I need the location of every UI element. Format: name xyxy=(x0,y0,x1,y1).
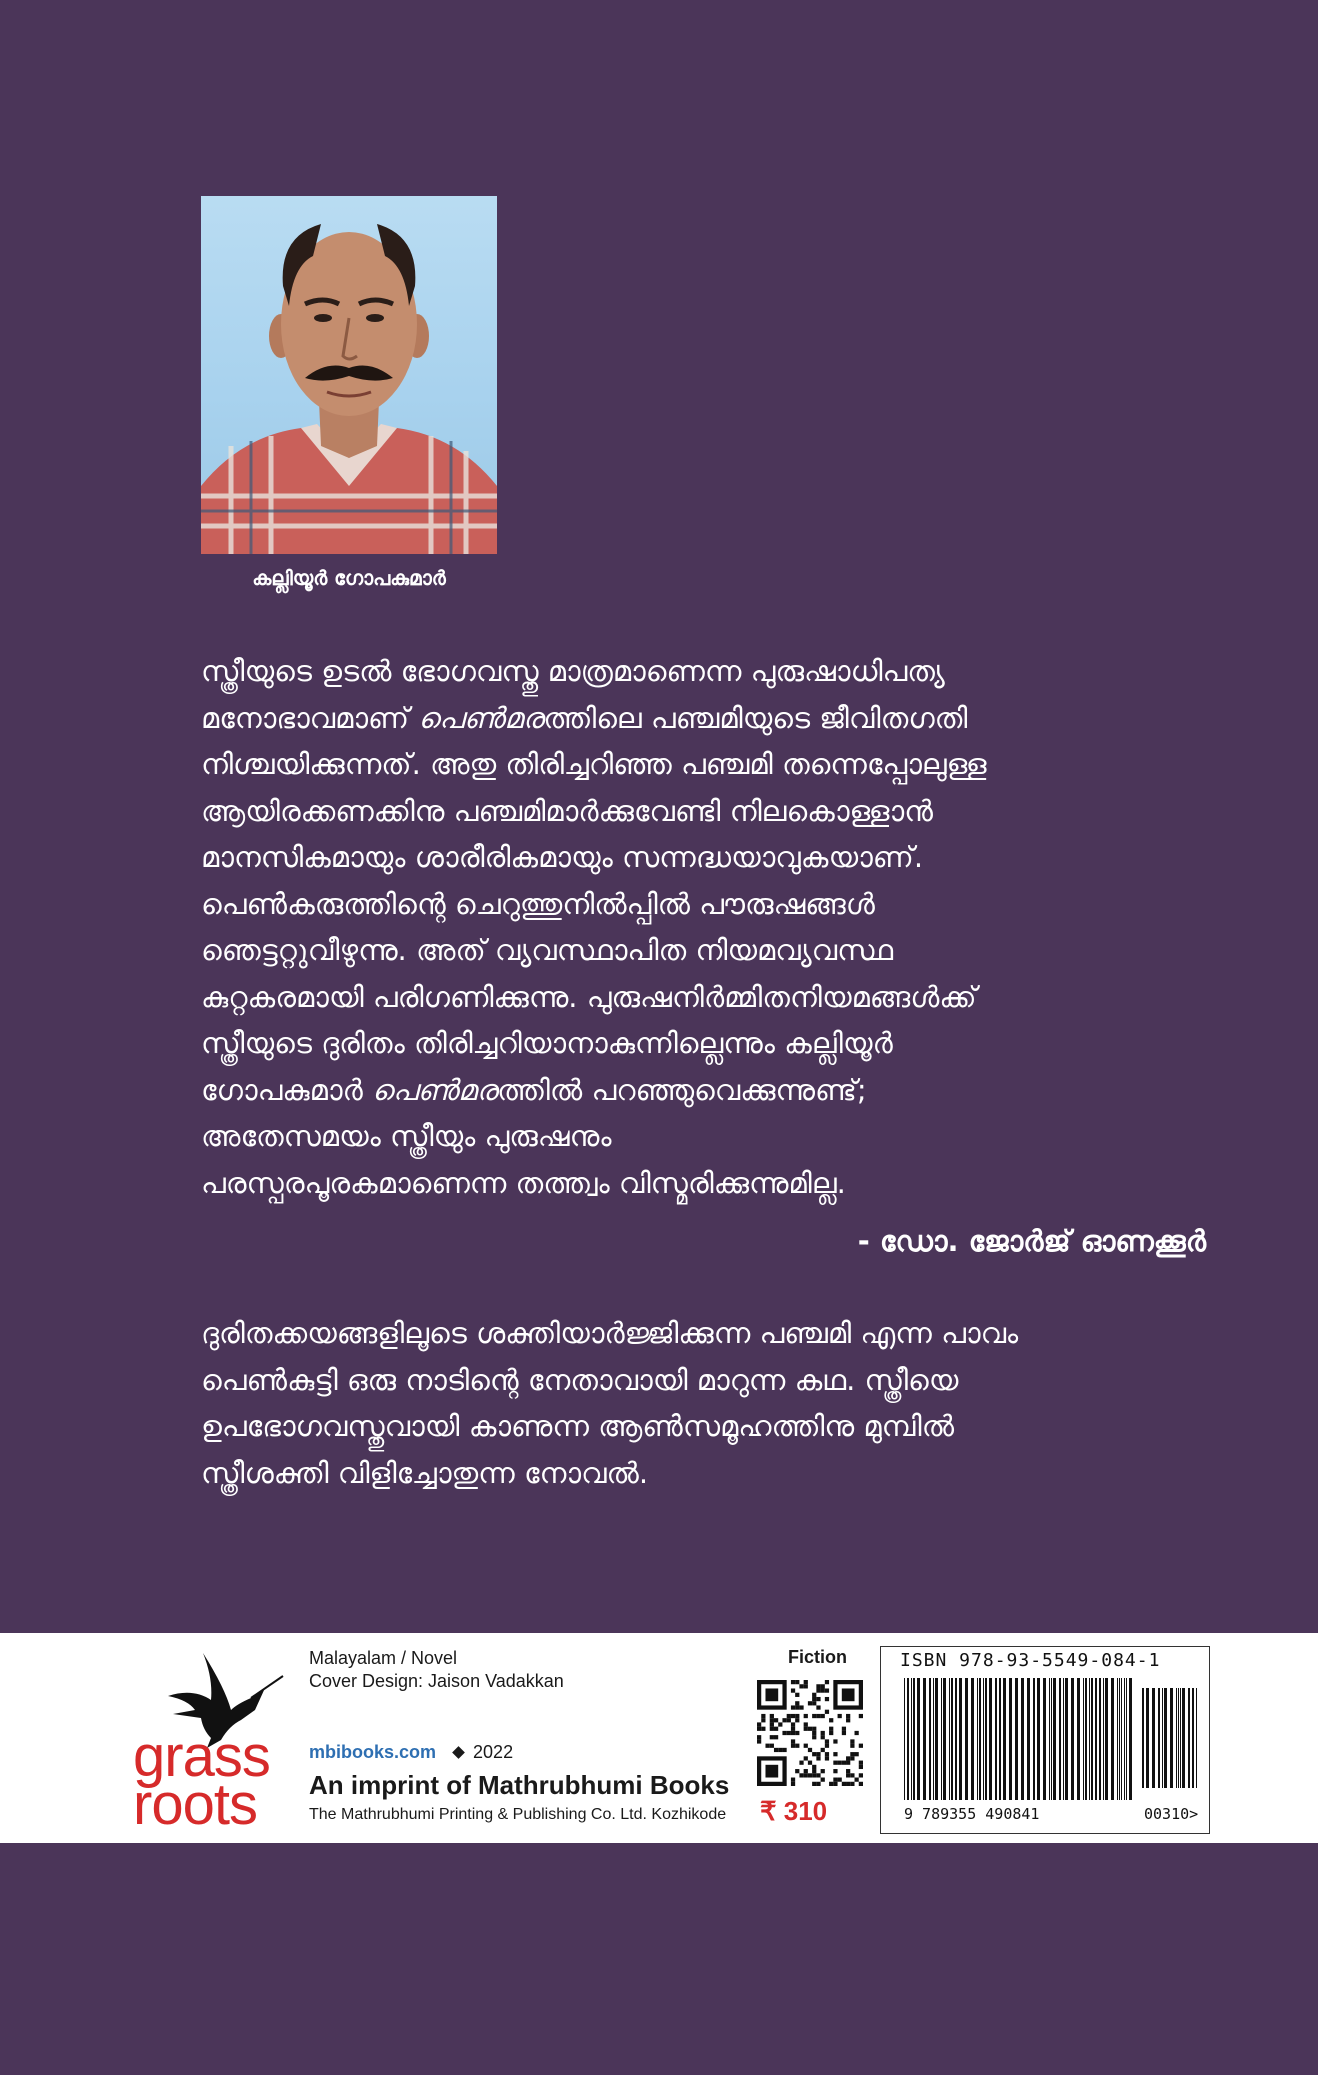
blurb-line xyxy=(201,695,1201,742)
blurb-segment: മനോഭാവമാണ് xyxy=(201,700,419,735)
qr-code-icon xyxy=(757,1680,863,1786)
summary-line: ഉപഭോഗവസ്തുവായി കാണുന്ന ആൺസമൂഹത്തിനു മുമ്പിൽ xyxy=(201,1409,955,1443)
author-name: കല്ലിയൂർ ഗോപകുമാർ xyxy=(252,566,446,590)
summary-text xyxy=(201,1310,1211,1496)
blurb-segment: പരസ്പരപൂരകമാണെന്ന തത്ത്വം വിസ്മരിക്കുന്നുമില്ല. xyxy=(201,1165,846,1200)
diamond-separator-icon xyxy=(452,1746,465,1759)
blurb-segment: അതേസമയം സ്ത്രീയും പുരുഷനും xyxy=(201,1119,612,1153)
blurb-segment: കുറ്റകരമായി പരിഗണിക്കുന്നു. പുരുഷനിർമ്മിതനിയമങ്ങൾക്ക് xyxy=(201,979,977,1014)
blurb-line xyxy=(201,974,1201,1021)
blurb-line xyxy=(201,834,1201,881)
author-portrait-image xyxy=(201,196,497,554)
summary-line: പെൺകുട്ടി ഒരു നാടിന്റെ നേതാവായി മാറുന്ന കഥ. സ്ത്രീയെ xyxy=(201,1362,959,1397)
blurb-line xyxy=(201,881,1201,928)
blurb-segment: സ്ത്രീയുടെ ദുരിതം തിരിച്ചറിയാനാകുന്നില്ലെന്നും കല്ലിയൂർ xyxy=(201,1026,893,1060)
blurb-line xyxy=(201,1020,1201,1067)
genre-label: Fiction xyxy=(788,1647,847,1667)
blurb-segment: പെൺകരുത്തിന്റെ ചെറുത്തുനിൽപ്പിൽ പൗരുഷങ്ങൾ xyxy=(201,886,875,921)
blurb-line xyxy=(201,1113,1201,1160)
blurb-segment: ത്തിലെ പഞ്ചമിയുടെ ജീവിതഗതി xyxy=(543,700,968,735)
blurb-segment: ഗോപകുമാർ xyxy=(201,1072,373,1107)
category-label: Malayalam / Novel xyxy=(309,1648,458,1668)
website-link[interactable]: mbibooks.com xyxy=(309,1742,437,1762)
blurb-line xyxy=(201,788,1201,835)
blurb-line xyxy=(201,648,1201,695)
logo-word-roots: roots xyxy=(133,1772,257,1837)
book-meta xyxy=(309,1647,564,1693)
barcode-icon xyxy=(898,1678,1204,1806)
publication-year: 2022 xyxy=(473,1742,514,1762)
price-label: ₹ 310 xyxy=(760,1796,828,1826)
blurb-line xyxy=(201,741,1201,788)
blurb-segment: സ്ത്രീയുടെ ഉടൽ ഭോഗവസ്തു മാത്രമാണെന്ന പുരുഷാധിപത്യ xyxy=(201,654,945,688)
author-photo xyxy=(201,196,497,554)
website-row xyxy=(309,1742,513,1763)
blurb-signature: - ഡോ. ജോർജ് ഓണക്കൂർ xyxy=(857,1224,1206,1258)
cover-design-credit: Cover Design: Jaison Vadakkan xyxy=(309,1671,564,1691)
publisher-line: The Mathrubhumi Printing & Publishing Co. Ltd. Kozhikode xyxy=(309,1806,727,1823)
blurb-line xyxy=(201,1160,1201,1207)
barcode-main-digits: 9 789355 490841 xyxy=(904,1805,1040,1823)
blurb-segment: ആയിരക്കണക്കിനു പഞ്ചമിമാർക്കുവേണ്ടി നിലകൊള്ളാൻ xyxy=(201,793,934,828)
barcode-addon-digits: 00310> xyxy=(1144,1805,1199,1823)
isbn-number: ISBN 978-93-5549-084-1 xyxy=(900,1650,1161,1671)
blurb-segment: നിശ്ചയിക്കുന്നത്. അതു തിരിച്ചറിഞ്ഞ പഞ്ചമി തന്നെപ്പോലുള്ള xyxy=(201,747,987,781)
logo-word-grass: grass xyxy=(133,1724,270,1789)
summary-line: ദുരിതക്കയങ്ങളിലൂടെ ശക്തിയാർജ്ജിക്കുന്ന പഞ്ചമി എന്ന പാവം xyxy=(201,1316,1019,1350)
blurb-text xyxy=(201,648,1201,1206)
blurb-segment: ത്തിൽ പറഞ്ഞുവെക്കുന്നുണ്ട്; xyxy=(497,1072,867,1107)
blurb-segment: മാനസികമായും ശാരീരികമായും സന്നദ്ധയാവുകയാണ്. xyxy=(201,840,924,874)
summary-line: സ്ത്രീശക്തി വിളിച്ചോതുന്ന നോവൽ. xyxy=(201,1455,649,1490)
blurb-segment: ഞെട്ടറ്റുവീഴുന്നു. അത് വ്യവസ്ഥാപിത നിയമവ്യവസ്ഥ xyxy=(201,933,894,967)
book-title-italic: പെൺമര xyxy=(372,1072,498,1107)
blurb-line xyxy=(201,927,1201,974)
imprint-line: An imprint of Mathrubhumi Books xyxy=(309,1770,730,1800)
book-title-italic: പെൺമര xyxy=(418,700,544,735)
blurb-line xyxy=(201,1067,1201,1114)
